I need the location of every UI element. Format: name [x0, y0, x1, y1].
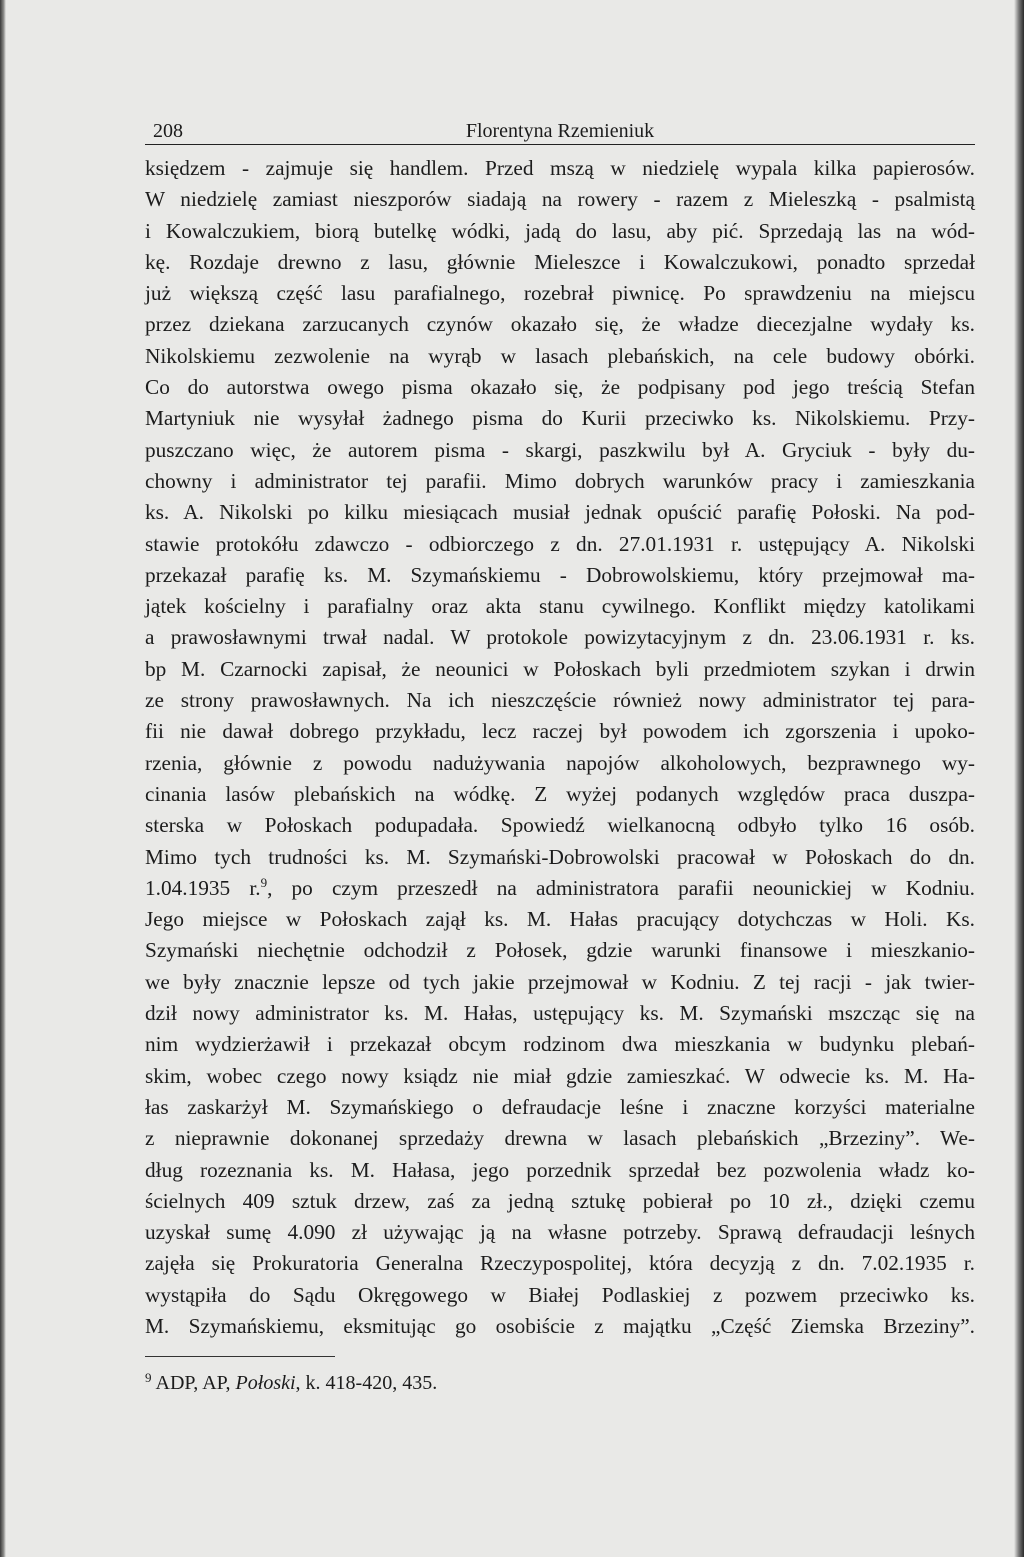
text-line: fii nie dawał dobrego przykładu, lecz raczej był powodem ich zgorszenia i upoko-: [145, 719, 975, 744]
text-line: i Kowalczukiem, biorą butelkę wódki, jadą do lasu, aby pić. Sprzedają las na wód-: [145, 218, 975, 243]
text-fragment: , po czym przeszedł na administratora parafii neounickiej w Kodniu.: [267, 875, 975, 900]
text-line: ścielnych 409 sztuk drzew, zaś za jedną sztukę pobierał po 10 zł., dzięki czemu: [145, 1188, 975, 1213]
text-line: Szymański niechętnie odchodził z Połosek, gdzie warunki finansowe i mieszkanio-: [145, 938, 975, 963]
text-line: rzenia, głównie z powodu nadużywania napojów alkoholowych, bezprawnego wy-: [145, 750, 975, 775]
text-line: dług rozeznania ks. M. Hałasa, jego porzednik sprzedał bez pozwolenia władz ko-: [145, 1157, 975, 1182]
footnote-title: Połoski: [235, 1372, 296, 1395]
text-line-with-footnote: [145, 873, 975, 904]
text-fragment: 1.04.1935 r.: [145, 875, 261, 900]
text-line: uzyskał sumę 4.090 zł używając ją na własne potrzeby. Sprawą defraudacji leśnych: [145, 1220, 975, 1245]
footnote-prefix: ADP, AP,: [155, 1372, 236, 1395]
text-line: przez dziekana zarzucanych czynów okazało się, że władze diecezjalne wydały ks.: [145, 312, 975, 337]
running-head: [145, 118, 975, 145]
text-line: M. Szymańskiemu, eksmitując go osobiście z majątku „Część Ziemska Brzeziny”.: [145, 1313, 975, 1338]
text-line: księdzem - zajmuje się handlem. Przed mszą w niedzielę wypala kilka papierosów.: [145, 156, 975, 180]
text-line: puszczano więc, że autorem pisma - skargi, paszkwilu był A. Gryciuk - były du-: [145, 437, 975, 462]
footnote: [145, 1369, 975, 1397]
text-line: ks. A. Nikolski po kilku miesiącach musiał jednak opuścić parafię Połoski. Na pod-: [145, 500, 975, 525]
text-line: sterska w Połoskach podupadała. Spowiedź wielkanocną odbyło tylko 16 osób.: [145, 813, 975, 838]
text-line: zajęła się Prokuratoria Generalna Rzeczypospolitej, która decyzją z dn. 7.02.1935 r.: [145, 1251, 975, 1276]
text-line: łas zaskarżył M. Szymańskiego o defraudacje leśne i znaczne korzyści materialne: [145, 1094, 975, 1119]
text-line: a prawosławnymi trwał nadal. W protokole powizytacyjnym z dn. 23.06.1931 r. ks.: [145, 625, 975, 650]
text-line: cinania lasów plebańskich na wódkę. Z wyżej podanych względów praca duszpa-: [145, 781, 975, 806]
text-line: chowny i administrator tej parafii. Mimo dobrych warunków pracy i zamieszkania: [145, 468, 975, 493]
footnote-suffix: , k. 418-420, 435.: [295, 1372, 438, 1395]
text-line: bp M. Czarnocki zapisał, że neounici w Połoskach byli przedmiotem szykan i drwin: [145, 656, 975, 681]
scan-edge-right: [1014, 0, 1024, 1557]
footnote-rule: [145, 1356, 335, 1357]
text-line: skim, wobec czego nowy ksiądz nie miał gdzie zamieszkać. W odwecie ks. M. Ha-: [145, 1063, 975, 1088]
text-line: Co do autorstwa owego pisma okazało się, że podpisany pod jego treścią Stefan: [145, 375, 975, 400]
text-line: Mimo tych trudności ks. M. Szymański-Dobrowolski pracował w Połoskach do dn.: [145, 844, 975, 869]
text-line: we były znacznie lepsze od tych jakie przejmował w Kodniu. Z tej racji - jak twier-: [145, 969, 975, 994]
text-line: wystąpiła do Sądu Okręgowego w Białej Podlaskiej z pozwem przeciwko ks.: [145, 1282, 975, 1307]
scan-edge-left: [0, 0, 6, 1557]
text-line: Nikolskiemu zezwolenie na wyrąb w lasach plebańskich, na cele budowy obórki.: [145, 343, 975, 368]
text-line: przekazał parafię ks. M. Szymańskiemu - Dobrowolskiemu, który przejmował ma-: [145, 562, 975, 587]
text-line: dził nowy administrator ks. M. Hałas, ustępujący ks. M. Szymański mszcząc się na: [145, 1001, 975, 1026]
text-line: Martyniuk nie wysyłał żadnego pisma do Kurii przeciwko ks. Nikolskiemu. Przy-: [145, 406, 975, 431]
footnote-reference[interactable]: 9: [260, 874, 268, 890]
footnote-marker: 9: [145, 1369, 152, 1385]
page-number: 208: [153, 120, 183, 142]
text-line: stawie protokółu zdawczo - odbiorczego z dn. 27.01.1931 r. ustępujący A. Nikolski: [145, 531, 975, 556]
text-line: kę. Rozdaje drewno z lasu, głównie Mieleszce i Kowalczukowi, ponadto sprzedał: [145, 249, 975, 274]
body-text: [145, 153, 975, 1342]
text-line: Jego miejsce w Połoskach zajął ks. M. Hałas pracujący dotychczas w Holi. Ks.: [145, 907, 975, 932]
text-line: już większą część lasu parafialnego, rozebrał piwnicę. Po sprawdzeniu na miejscu: [145, 281, 975, 306]
text-line: W niedzielę zamiast nieszporów siadają na rowery - razem z Mieleszką - psalmistą: [145, 187, 975, 212]
running-title-author: Florentyna Rzemieniuk: [465, 120, 655, 142]
text-line: z nieprawnie dokonanej sprzedaży drewna w lasach plebańskich „Brzeziny”. We-: [145, 1126, 975, 1151]
text-line: nim wydzierżawił i przekazał obcym rodzinom dwa mieszkania w budynku plebań-: [145, 1032, 975, 1057]
book-page: [145, 118, 975, 1397]
text-line: jątek kościelny i parafialny oraz akta stanu cywilnego. Konflikt między katolikami: [145, 594, 975, 619]
text-line: ze strony prawosławnych. Na ich nieszczęście również nowy administrator tej para-: [145, 688, 975, 713]
